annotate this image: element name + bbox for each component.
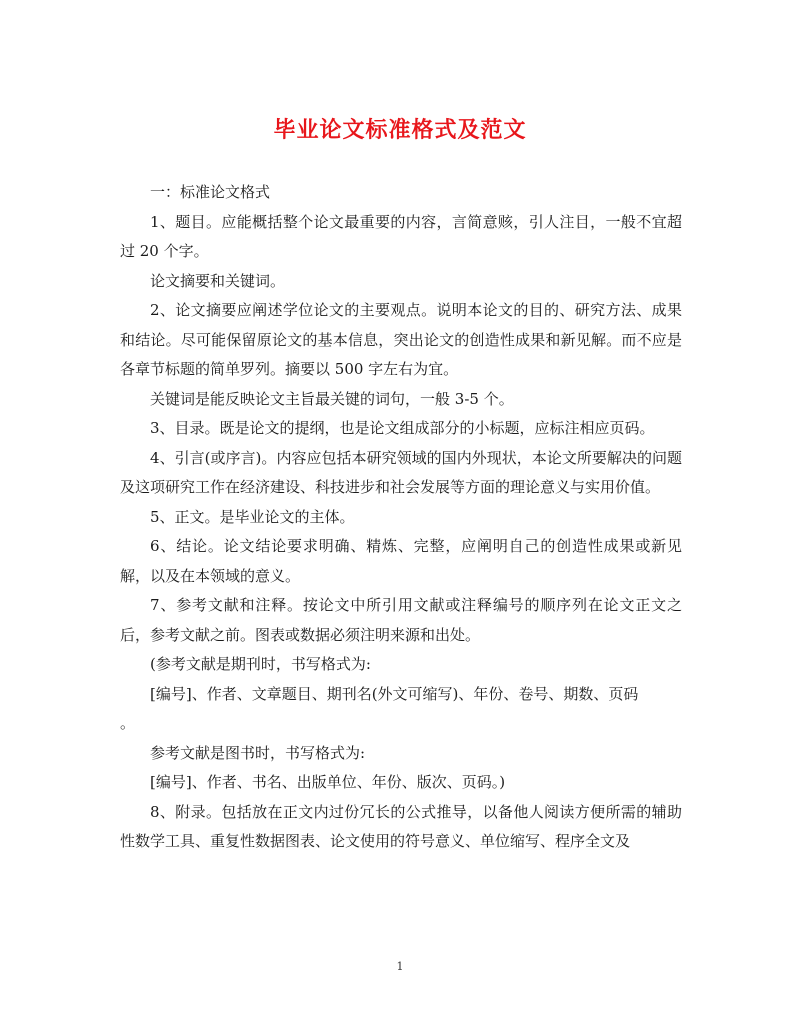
section-heading-standard-format: 一：标准论文格式 [150,183,271,201]
paragraph-main-text-rule: 5、正文。是毕业论文的主体。 [150,507,355,526]
paragraph-keywords-rule: 关键词是能反映论文主旨最关键的词句，一般 3-5 个。 [150,389,514,408]
page-number: 1 [396,960,404,973]
paragraph-references-rule: 7、参考文献和注释。按论文中所引用文献或注释编号的顺序列在论文正文之后，参考文献之前。图表或数据必须注明来源和出处。 [120,596,682,644]
paragraph-book-format-intro: 参考文献是图书时，书写格式为: [150,743,366,762]
paragraph-contents-rule: 3、目录。既是论文的提纲，也是论文组成部分的小标题，应标注相应页码。 [150,419,655,437]
paragraph-introduction-rule: 4、引言(或序言)。内容应包括本研究领域的国内外现状，本论文所要解决的问题及这项研究工作在经济建设、科技进步和社会发展等方面的理论意义与实用价值。 [120,448,682,496]
paragraph-journal-format: [编号]、作者、文章题目、期刊名(外文可缩写)、年份、卷号、期数、页码 [150,684,639,703]
paragraph-abstract-rule: 2、论文摘要应阐述学位论文的主要观点。说明本论文的目的、研究方法、成果和结论。尽可能保留原论文的基本信息，突出论文的创造性成果和新见解。而不应是各章节标题的简单罗列。摘要以 500 字左右为宜。 [120,301,682,378]
paragraph-abstract-keywords-heading: 论文摘要和关键词。 [150,271,286,290]
document-body [120,178,682,857]
document-title: 毕业论文标准格式及范文 [273,117,527,143]
paragraph-conclusion-rule: 6、结论。论文结论要求明确、精炼、完整，应阐明自己的创造性成果或新见解，以及在本领域的意义。 [120,537,682,585]
paragraph-title-rule: 1、题目。应能概括整个论文最重要的内容，言简意赅，引人注目，一般不宜超过 20 个字。 [120,212,682,260]
paragraph-book-format: [编号]、作者、书名、出版单位、年份、版次、页码。) [150,773,506,791]
paragraph-journal-format-intro: (参考文献是期刊时，书写格式为: [150,655,371,673]
paragraph-journal-format-end: 。 [120,714,136,732]
paragraph-appendix-rule: 8、附录。包括放在正文内过份冗长的公式推导，以备他人阅读方便所需的辅助性数学工具、重复性数据图表、论文使用的符号意义、单位缩写、程序全文及 [120,802,682,850]
